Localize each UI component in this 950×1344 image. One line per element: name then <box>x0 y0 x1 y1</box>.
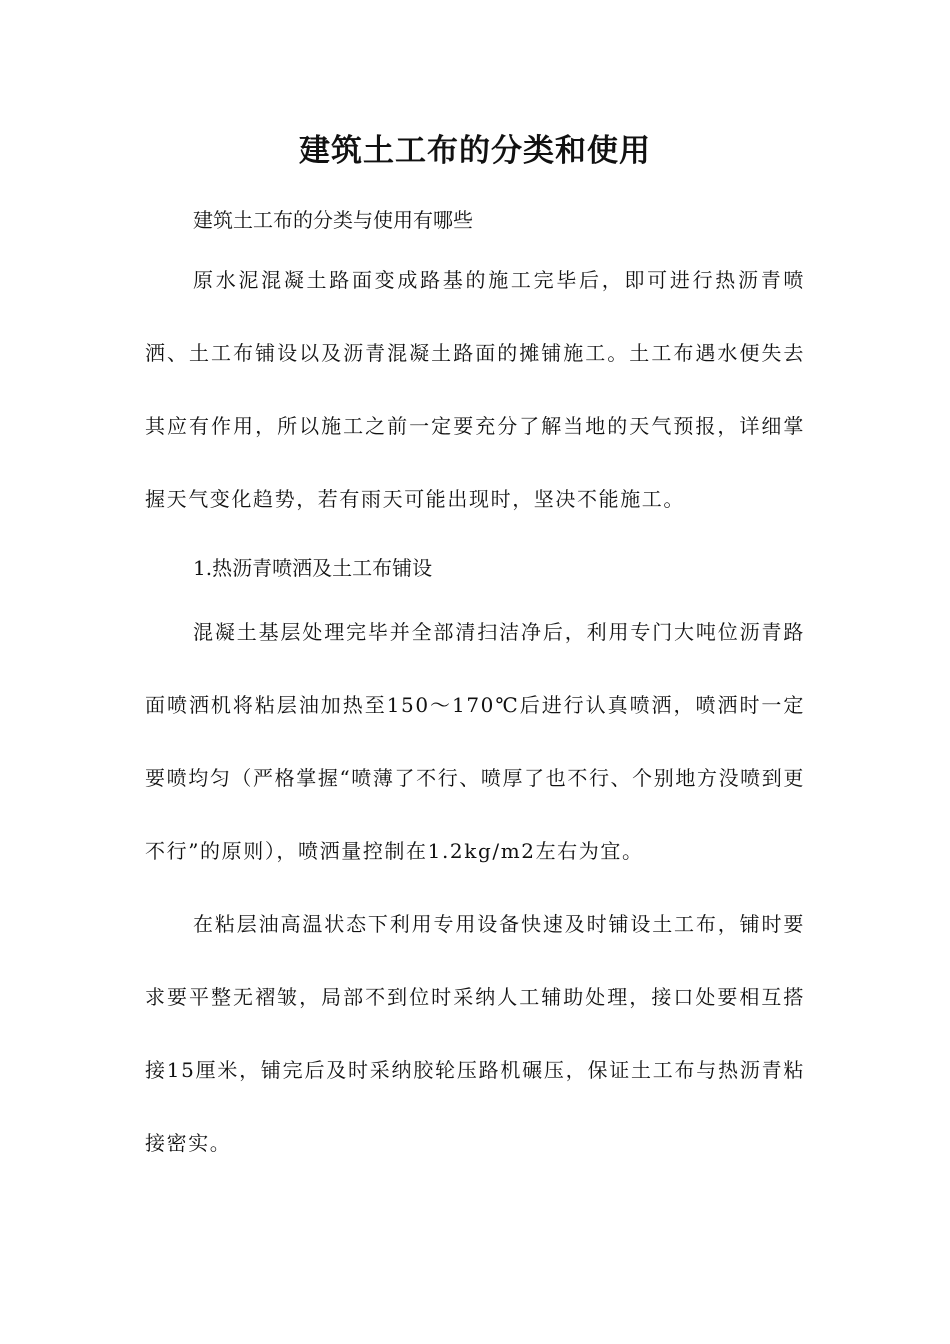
body-paragraph: 混凝土基层处理完毕并全部清扫洁净后，利用专门大吨位沥青路面喷洒机将粘层油加热至150～170℃后进行认真喷洒，喷洒时一定要喷均匀（严格掌握“喷薄了不行、喷厚了也不行、个别地方没喷到更不行”的原则），喷洒量控制在1.2kg/m2左右为宜。 <box>145 620 805 863</box>
body-paragraph: 原水泥混凝土路面变成路基的施工完毕后，即可进行热沥青喷洒、土工布铺设以及沥青混凝土路面的摊铺施工。土工布遇水便失去其应有作用，所以施工之前一定要充分了解当地的天气预报，详细掌握天气变化趋势，若有雨天可能出现时，坚决不能施工。 <box>145 268 805 511</box>
section-heading: 1.热沥青喷洒及土工布铺设 <box>193 556 433 580</box>
subtitle-paragraph: 建筑土工布的分类与使用有哪些 <box>193 208 473 232</box>
document-title: 建筑土工布的分类和使用 <box>299 133 651 169</box>
body-paragraph: 在粘层油高温状态下利用专用设备快速及时铺设土工布，铺时要求要平整无褶皱，局部不到位时采纳人工辅助处理，接口处要相互搭接15厘米，铺完后及时采纳胶轮压路机碾压，保证土工布与热沥青粘接密实。 <box>145 912 805 1155</box>
